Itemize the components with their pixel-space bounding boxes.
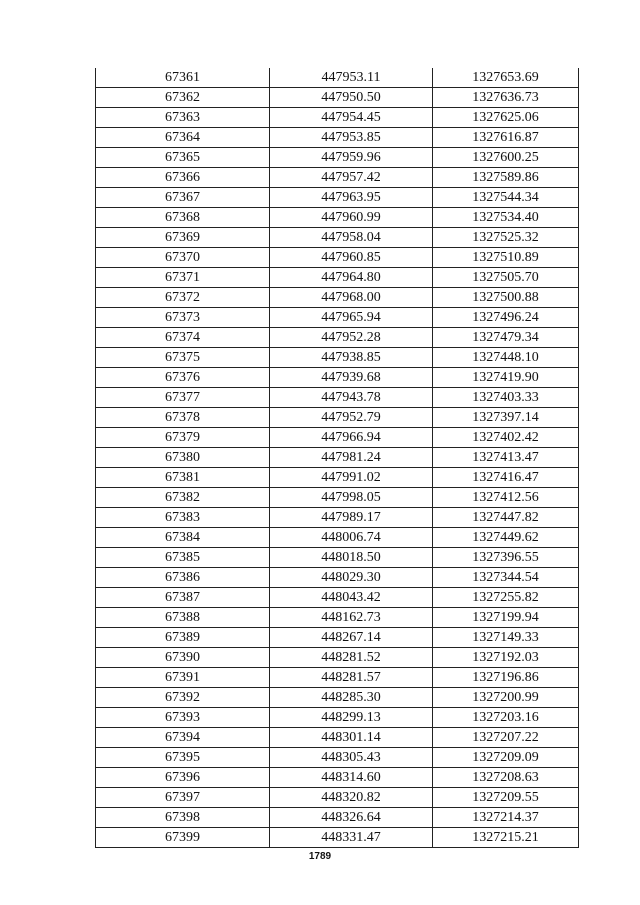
table-row <box>96 368 579 388</box>
point-id-cell: 67386 <box>96 568 270 588</box>
y-coordinate-cell: 1327447.82 <box>433 508 579 528</box>
coordinate-table-body <box>96 68 579 848</box>
point-id-cell: 67370 <box>96 248 270 268</box>
x-coordinate-cell: 448162.73 <box>270 608 433 628</box>
point-id-cell: 67393 <box>96 708 270 728</box>
table-row <box>96 808 579 828</box>
x-coordinate-cell: 447954.45 <box>270 108 433 128</box>
table-row <box>96 168 579 188</box>
y-coordinate-cell: 1327653.69 <box>433 68 579 88</box>
x-coordinate-cell: 448314.60 <box>270 768 433 788</box>
y-coordinate-cell: 1327344.54 <box>433 568 579 588</box>
x-coordinate-cell: 448331.47 <box>270 828 433 848</box>
point-id-cell: 67382 <box>96 488 270 508</box>
point-id-cell: 67398 <box>96 808 270 828</box>
point-id-cell: 67364 <box>96 128 270 148</box>
x-coordinate-cell: 447957.42 <box>270 168 433 188</box>
y-coordinate-cell: 1327199.94 <box>433 608 579 628</box>
point-id-cell: 67365 <box>96 148 270 168</box>
y-coordinate-cell: 1327589.86 <box>433 168 579 188</box>
table-row <box>96 688 579 708</box>
table-row <box>96 68 579 88</box>
x-coordinate-cell: 447981.24 <box>270 448 433 468</box>
x-coordinate-cell: 448320.82 <box>270 788 433 808</box>
y-coordinate-cell: 1327496.24 <box>433 308 579 328</box>
point-id-cell: 67378 <box>96 408 270 428</box>
table-row <box>96 588 579 608</box>
point-id-cell: 67372 <box>96 288 270 308</box>
x-coordinate-cell: 448285.30 <box>270 688 433 708</box>
x-coordinate-cell: 447959.96 <box>270 148 433 168</box>
point-id-cell: 67380 <box>96 448 270 468</box>
point-id-cell: 67387 <box>96 588 270 608</box>
y-coordinate-cell: 1327192.03 <box>433 648 579 668</box>
y-coordinate-cell: 1327505.70 <box>433 268 579 288</box>
x-coordinate-cell: 447958.04 <box>270 228 433 248</box>
table-row <box>96 508 579 528</box>
y-coordinate-cell: 1327196.86 <box>433 668 579 688</box>
x-coordinate-cell: 448281.57 <box>270 668 433 688</box>
x-coordinate-cell: 447964.80 <box>270 268 433 288</box>
point-id-cell: 67376 <box>96 368 270 388</box>
point-id-cell: 67374 <box>96 328 270 348</box>
table-row <box>96 568 579 588</box>
point-id-cell: 67379 <box>96 428 270 448</box>
y-coordinate-cell: 1327402.42 <box>433 428 579 448</box>
table-row <box>96 488 579 508</box>
table-row <box>96 768 579 788</box>
point-id-cell: 67369 <box>96 228 270 248</box>
point-id-cell: 67368 <box>96 208 270 228</box>
x-coordinate-cell: 447953.11 <box>270 68 433 88</box>
y-coordinate-cell: 1327500.88 <box>433 288 579 308</box>
x-coordinate-cell: 447952.79 <box>270 408 433 428</box>
point-id-cell: 67389 <box>96 628 270 648</box>
table-row <box>96 208 579 228</box>
y-coordinate-cell: 1327403.33 <box>433 388 579 408</box>
y-coordinate-cell: 1327616.87 <box>433 128 579 148</box>
x-coordinate-cell: 447952.28 <box>270 328 433 348</box>
table-row <box>96 828 579 848</box>
table-row <box>96 148 579 168</box>
x-coordinate-cell: 447943.78 <box>270 388 433 408</box>
point-id-cell: 67388 <box>96 608 270 628</box>
y-coordinate-cell: 1327525.32 <box>433 228 579 248</box>
point-id-cell: 67384 <box>96 528 270 548</box>
table-row <box>96 628 579 648</box>
x-coordinate-cell: 447989.17 <box>270 508 433 528</box>
y-coordinate-cell: 1327416.47 <box>433 468 579 488</box>
x-coordinate-cell: 447960.99 <box>270 208 433 228</box>
point-id-cell: 67377 <box>96 388 270 408</box>
x-coordinate-cell: 448299.13 <box>270 708 433 728</box>
table-row <box>96 228 579 248</box>
y-coordinate-cell: 1327419.90 <box>433 368 579 388</box>
y-coordinate-cell: 1327214.37 <box>433 808 579 828</box>
y-coordinate-cell: 1327207.22 <box>433 728 579 748</box>
table-row <box>96 548 579 568</box>
y-coordinate-cell: 1327449.62 <box>433 528 579 548</box>
table-row <box>96 288 579 308</box>
table-row <box>96 788 579 808</box>
x-coordinate-cell: 447991.02 <box>270 468 433 488</box>
table-row <box>96 268 579 288</box>
page-number: 1789 <box>308 851 332 862</box>
x-coordinate-cell: 447963.95 <box>270 188 433 208</box>
x-coordinate-cell: 448018.50 <box>270 548 433 568</box>
point-id-cell: 67390 <box>96 648 270 668</box>
y-coordinate-cell: 1327149.33 <box>433 628 579 648</box>
point-id-cell: 67397 <box>96 788 270 808</box>
x-coordinate-cell: 448281.52 <box>270 648 433 668</box>
table-row <box>96 248 579 268</box>
x-coordinate-cell: 447998.05 <box>270 488 433 508</box>
point-id-cell: 67366 <box>96 168 270 188</box>
table-row <box>96 428 579 448</box>
y-coordinate-cell: 1327510.89 <box>433 248 579 268</box>
table-row <box>96 708 579 728</box>
x-coordinate-cell: 448301.14 <box>270 728 433 748</box>
x-coordinate-cell: 448267.14 <box>270 628 433 648</box>
point-id-cell: 67391 <box>96 668 270 688</box>
y-coordinate-cell: 1327625.06 <box>433 108 579 128</box>
table-row <box>96 608 579 628</box>
y-coordinate-cell: 1327600.25 <box>433 148 579 168</box>
y-coordinate-cell: 1327413.47 <box>433 448 579 468</box>
table-row <box>96 328 579 348</box>
table-row <box>96 448 579 468</box>
point-id-cell: 67367 <box>96 188 270 208</box>
point-id-cell: 67399 <box>96 828 270 848</box>
coordinate-table <box>95 68 579 848</box>
x-coordinate-cell: 447966.94 <box>270 428 433 448</box>
x-coordinate-cell: 447965.94 <box>270 308 433 328</box>
y-coordinate-cell: 1327534.40 <box>433 208 579 228</box>
x-coordinate-cell: 448043.42 <box>270 588 433 608</box>
y-coordinate-cell: 1327636.73 <box>433 88 579 108</box>
point-id-cell: 67392 <box>96 688 270 708</box>
table-row <box>96 728 579 748</box>
x-coordinate-cell: 447953.85 <box>270 128 433 148</box>
point-id-cell: 67383 <box>96 508 270 528</box>
point-id-cell: 67373 <box>96 308 270 328</box>
x-coordinate-cell: 447950.50 <box>270 88 433 108</box>
y-coordinate-cell: 1327397.14 <box>433 408 579 428</box>
y-coordinate-cell: 1327209.09 <box>433 748 579 768</box>
table-row <box>96 308 579 328</box>
table-row <box>96 108 579 128</box>
point-id-cell: 67396 <box>96 768 270 788</box>
table-row <box>96 188 579 208</box>
point-id-cell: 67361 <box>96 68 270 88</box>
point-id-cell: 67363 <box>96 108 270 128</box>
y-coordinate-cell: 1327412.56 <box>433 488 579 508</box>
point-id-cell: 67394 <box>96 728 270 748</box>
y-coordinate-cell: 1327396.55 <box>433 548 579 568</box>
table-row <box>96 648 579 668</box>
y-coordinate-cell: 1327215.21 <box>433 828 579 848</box>
y-coordinate-cell: 1327479.34 <box>433 328 579 348</box>
table-row <box>96 668 579 688</box>
y-coordinate-cell: 1327209.55 <box>433 788 579 808</box>
x-coordinate-cell: 448029.30 <box>270 568 433 588</box>
table-row <box>96 748 579 768</box>
x-coordinate-cell: 447938.85 <box>270 348 433 368</box>
y-coordinate-cell: 1327200.99 <box>433 688 579 708</box>
x-coordinate-cell: 447939.68 <box>270 368 433 388</box>
y-coordinate-cell: 1327544.34 <box>433 188 579 208</box>
point-id-cell: 67371 <box>96 268 270 288</box>
point-id-cell: 67381 <box>96 468 270 488</box>
y-coordinate-cell: 1327255.82 <box>433 588 579 608</box>
x-coordinate-cell: 447960.85 <box>270 248 433 268</box>
y-coordinate-cell: 1327448.10 <box>433 348 579 368</box>
point-id-cell: 67362 <box>96 88 270 108</box>
table-row <box>96 88 579 108</box>
y-coordinate-cell: 1327208.63 <box>433 768 579 788</box>
x-coordinate-cell: 448326.64 <box>270 808 433 828</box>
point-id-cell: 67385 <box>96 548 270 568</box>
point-id-cell: 67375 <box>96 348 270 368</box>
table-row <box>96 528 579 548</box>
table-row <box>96 128 579 148</box>
table-row <box>96 348 579 368</box>
table-row <box>96 388 579 408</box>
y-coordinate-cell: 1327203.16 <box>433 708 579 728</box>
table-row <box>96 468 579 488</box>
x-coordinate-cell: 448006.74 <box>270 528 433 548</box>
x-coordinate-cell: 447968.00 <box>270 288 433 308</box>
table-row <box>96 408 579 428</box>
x-coordinate-cell: 448305.43 <box>270 748 433 768</box>
point-id-cell: 67395 <box>96 748 270 768</box>
